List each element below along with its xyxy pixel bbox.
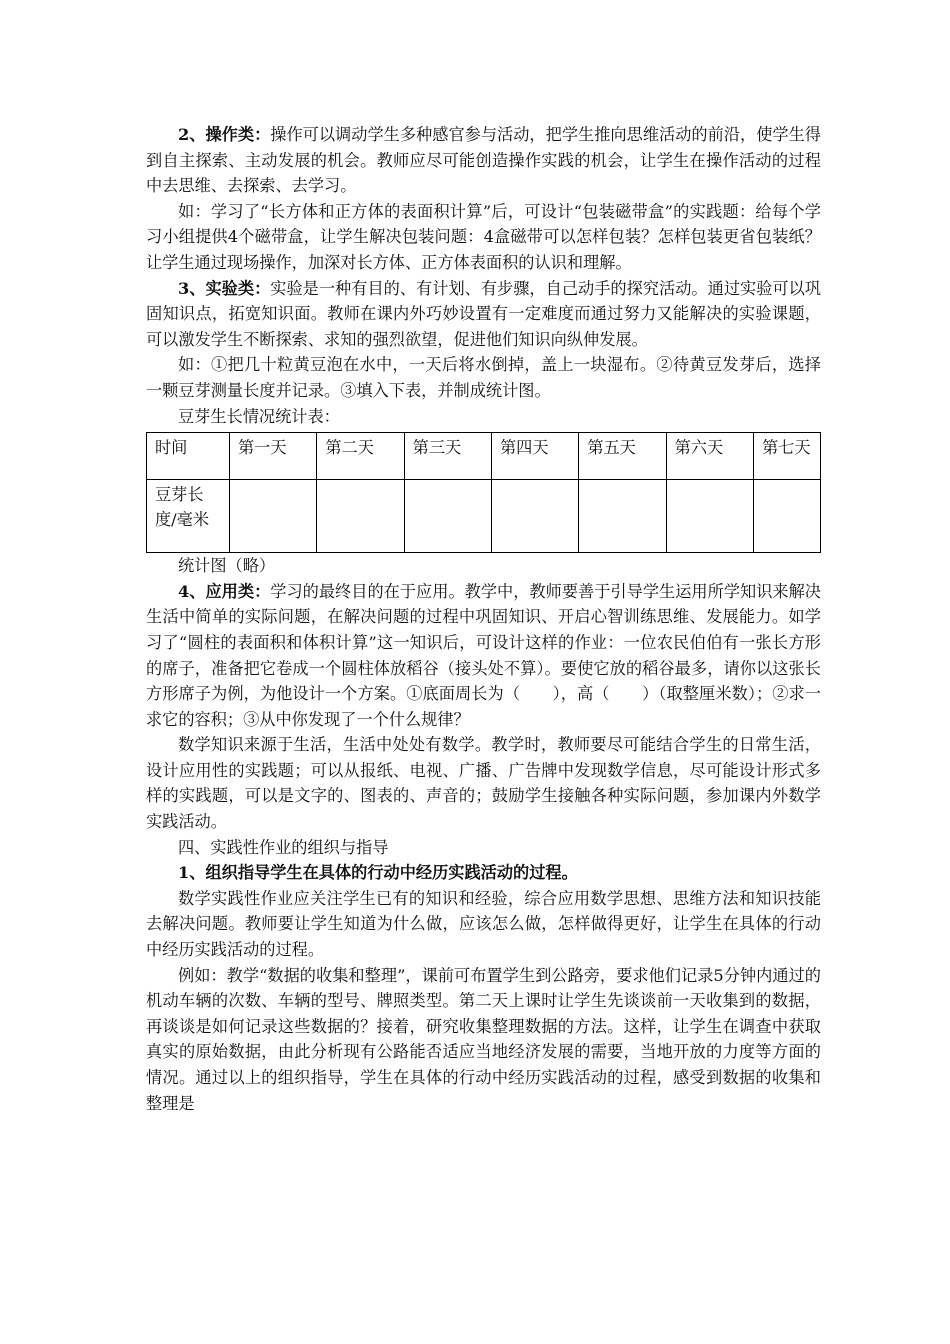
subsection-1-text: 数学实践性作业应关注学生已有的知识和经验，综合应用数学思想、思维方法和知识技能去解决问题。教师要让学生知道为什么做，应该怎么做，怎样做得更好，让学生在具体的行动中经历实践活动的过程。 [146, 888, 821, 960]
section-2-text: 操作可以调动学生多种感官参与活动，把学生推向思维活动的前沿，使学生得到自主探索、主动发展的机会。教师应尽可能创造操作实践的机会，让学生在操作活动的过程中去思维、去探索、去学习。 [146, 125, 821, 196]
data-cell-day7 [754, 480, 821, 553]
section-3-example: 如：①把几十粒黄豆泡在水中，一天后将水倒掉，盖上一块湿布。②待黄豆发芽后，选择一颗豆芽测量长度并记录。③填入下表，并制成统计图。 [146, 355, 821, 400]
section-2-label: 2、操作类： [178, 125, 271, 144]
data-cell-day2 [317, 480, 404, 553]
header-cell-time: 时间 [147, 433, 230, 480]
row-label-cell: 豆芽长度/毫米 [147, 480, 230, 553]
data-cell-day4 [491, 480, 578, 553]
header-cell-day3: 第三天 [404, 433, 491, 480]
data-cell-day1 [230, 480, 317, 553]
header-cell-day5: 第五天 [579, 433, 666, 480]
section-3-text: 实验是一种有目的、有计划、有步骤，自己动手的探究活动。通过实验可以巩固知识点，拓宽知识面。教师在课内外巧妙设置有一定难度而通过努力又能解决的实验课题，可以激发学生不断探索、求知的强烈欲望，促进他们知识向纵伸发展。 [146, 278, 821, 349]
data-cell-day6 [666, 480, 753, 553]
section-4-paragraph [146, 579, 821, 733]
header-cell-day4: 第四天 [491, 433, 578, 480]
section-4-label: 4、应用类： [178, 581, 271, 601]
section-2-example: 如：学习了“长方体和正方体的表面积计算”后，可设计“包装磁带盒”的实践题：给每个学习小组提供4个磁带盒，让学生解决包装问题：4盒磁带可以怎样包装？怎样包装更省包装纸？让学生通过现场操作，加深对长方体、正方体表面积的认识和理解。 [146, 201, 821, 272]
header-cell-day7: 第七天 [754, 433, 821, 480]
table-header-row [147, 433, 821, 480]
header-cell-day2: 第二天 [317, 433, 404, 480]
table-data-row [147, 480, 821, 553]
section-2-paragraph [146, 122, 821, 199]
subsection-1-example: 例如：教学“数据的收集和整理”，课前可布置学生到公路旁，要求他们记录5分钟内通过的机动车辆的次数、车辆的型号、牌照类型。第二天上课时让学生先谈谈前一天收集到的数据，再谈谈是如何记录这些数据的？接着，研究收集整理数据的方法。这样，让学生在调查中获取真实的原始数据，由此分析现有公路能否适应当地经济发展的需要，当地开放的力度等方面的情况。通过以上的组织指导，学生在具体的行动中经历实践活动的过程，感受到数据的收集和整理是 [146, 965, 821, 1113]
document-page [146, 122, 821, 1116]
summary-paragraph: 数学知识来源于生活，生活中处处有数学。教学时，教师要尽可能结合学生的日常生活，设计应用性的实践题；可以从报纸、电视、广播、广告牌中发现数学信息，尽可能设计形式多样的实践题，可以是文字的、图表的、声音的；鼓励学生接触各种实际问题，参加课内外数学实践活动。 [146, 735, 821, 832]
chart-note: 统计图（略） [178, 556, 276, 576]
table-caption: 豆芽生长情况统计表： [178, 406, 340, 426]
section-3-paragraph [146, 276, 821, 353]
sprout-growth-table [146, 432, 821, 553]
header-cell-day1: 第一天 [230, 433, 317, 480]
section-4-text: 学习的最终目的在于应用。教学中，教师要善于引导学生运用所学知识来解决生活中简单的实际问题，在解决问题的过程中巩固知识、开启心智训练思维、发展能力。如学习了“圆柱的表面积和体积计算”这一知识后，可设计这样的作业：一位农民伯伯有一张长方形的席子，准备把它卷成一个圆柱体放稻谷（接头处不算）。要使它放的稻谷最多，请你以这张长方形席子为例，为他设计一个方案。①底面周长为（ ），高（ ）（取整厘米数）；②求一求它的容积；③从中你发现了一个什么规律？ [146, 581, 821, 729]
header-cell-day6: 第六天 [666, 433, 753, 480]
subsection-1-title: 1、组织指导学生在具体的行动中经历实践活动的过程。 [178, 863, 578, 883]
section-four-title: 四、实践性作业的组织与指导 [178, 837, 389, 857]
data-cell-day5 [579, 480, 666, 553]
data-cell-day3 [404, 480, 491, 553]
section-3-label: 3、实验类： [178, 278, 271, 298]
